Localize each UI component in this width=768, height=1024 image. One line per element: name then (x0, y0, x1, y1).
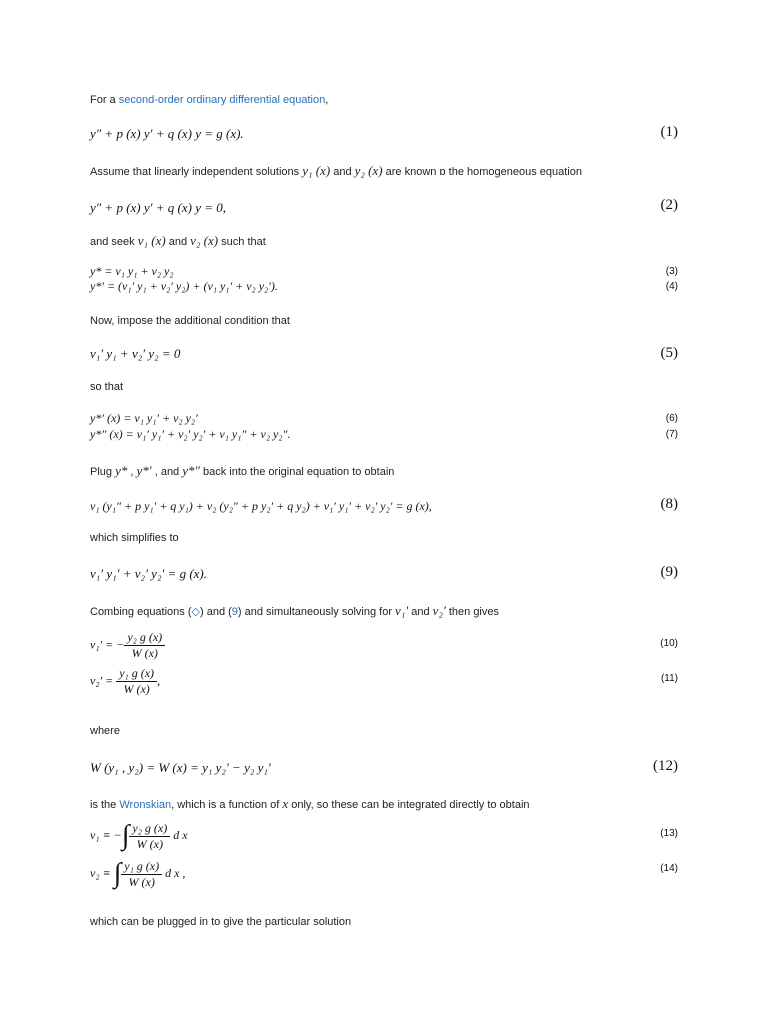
equation-5: v₁′ y₁ + v₂′ y₂ = 0 (90, 346, 181, 361)
fraction-numerator: y₂ g (x) (124, 630, 165, 646)
equation-11: v₂′ = $\frac{\text{y₁ g (x)}}{W (x)}$ , (90, 666, 161, 696)
intro-paragraph (90, 94, 328, 106)
y2-symbol: y₂ (x) (354, 163, 383, 178)
equation-number-12: (12) (653, 758, 678, 774)
assume-paragraph: Assume that linearly independent solutions y₁ (x) and y₂ (x) are known ɒ the homogeneous equation (90, 163, 582, 178)
equation-number-14: (14) (660, 863, 678, 874)
equation-ref-link-1[interactable]: ◇ (191, 606, 200, 618)
equation-4: y*′ = (v₁′ y₁ + v₂′ y₂) + (v₁ y₁′ + v₂ y₂′). (90, 279, 278, 293)
fraction-numerator: y₁ g (x) (116, 666, 157, 682)
impose-paragraph: Now, impose the additional condition that (90, 315, 290, 327)
equation-3: y* = v₁ y₁ + v₂ y₂ (90, 264, 174, 278)
equation-1: y″ + p (x) y′ + q (x) y = g (x). (90, 126, 244, 141)
wronskian-link[interactable]: Wronskian (119, 799, 172, 811)
wronskian-paragraph: is the Wronskian, which is a function of x only, so these can be integrated directly to obtain (90, 796, 530, 811)
equation-number-9: (9) (660, 564, 678, 580)
v1-prime-symbol: v₁′ (395, 603, 409, 618)
equation-8: v₁ (y₁″ + p y₁′ + q y₁) + v₂ (y₂″ + p y₂′ + q y₂) + v₁′ y₁′ + v₂′ y₂′ = g (x), (90, 499, 432, 513)
equation-number-1: (1) (660, 124, 678, 140)
fraction-denominator: W (x) (128, 874, 155, 889)
so-that-paragraph: so that (90, 381, 124, 393)
equation-number-8: (8) (660, 496, 678, 512)
equation-number-7: (7) (665, 429, 678, 440)
equation-number-10: (10) (660, 638, 678, 649)
equation-9: v₁′ y₁′ + v₂′ y₂′ = g (x). (90, 566, 208, 581)
ode-link[interactable]: second-order ordinary differential equation (118, 94, 326, 106)
where-paragraph: where (90, 725, 120, 737)
equation-2: y″ + p (x) y′ + q (x) y = 0, (90, 200, 226, 215)
equation-7: y*″ (x) = v₁′ y₁′ + v₂′ y₂′ + v₁ y₁″ + v₂ y₂″. (90, 427, 291, 441)
fraction-denominator: W (x) (131, 646, 158, 660)
equation-number-5: (5) (660, 345, 678, 361)
y1-symbol: y₁ (x) (302, 163, 331, 178)
combining-paragraph: Combing equations (◇) and (9) and simultaneously solving for v₁′ and v₂′ then gives (90, 603, 499, 618)
equation-12: W (y₁ , y₂) = W (x) = y₁ y₂′ − y₂ y₁′ (90, 760, 271, 775)
equation-13: v₁ ≡ −∫ $\frac{\text{y₂ g (x)}}{W (x)}$ d x (90, 820, 188, 851)
ystar-double-prime-symbol: y*″ (182, 463, 200, 478)
plug-paragraph: Plug y* , y*′ , and y*″ back into the original equation to obtain (90, 463, 395, 478)
equation-ref-link-9[interactable]: 9 (231, 606, 238, 618)
fraction-denominator: W (x) (136, 836, 163, 851)
equation-number-3: (3) (665, 266, 678, 277)
v2-prime-symbol: v₂′ (432, 603, 446, 618)
intro-punct: , (325, 94, 329, 106)
equation-number-4: (4) (665, 281, 678, 292)
seek-paragraph: and seek v₁ (x) and v₂ (x) such that (90, 233, 266, 248)
fraction-numerator: y₂ g (x) (129, 821, 170, 837)
particular-solution-paragraph: which can be plugged in to give the particular solution (90, 916, 352, 928)
x-symbol: x (282, 796, 289, 811)
ystar-prime-symbol: y*′ (136, 463, 152, 478)
simplifies-paragraph: which simplifies to (90, 532, 179, 544)
integral-sign: ∫ (113, 858, 122, 889)
equation-number-2: (2) (660, 197, 678, 213)
equation-number-13: (13) (660, 828, 678, 839)
fraction-numerator: y₁ g (x) (121, 859, 162, 875)
intro-text: For a (90, 94, 119, 106)
fraction-denominator: W (x) (123, 682, 150, 696)
v1-symbol: v₁ (x) (137, 233, 166, 248)
v2-symbol: v₂ (x) (190, 233, 219, 248)
equation-6: y*′ (x) = v₁ y₁′ + v₂ y₂′ (90, 411, 198, 425)
equation-10: v₁′ = − $\frac{\text{y₂ g (x)}}{W (x)}$ (90, 630, 165, 661)
equation-number-11: (11) (660, 673, 678, 684)
integral-sign: ∫ (121, 820, 130, 851)
equation-14: v₂ ≡ ∫ $\frac{\text{y₁ g (x)}}{W (x)}$ d x , (90, 858, 186, 889)
equation-number-6: (6) (665, 413, 678, 424)
ystar-symbol: y* (115, 463, 128, 478)
